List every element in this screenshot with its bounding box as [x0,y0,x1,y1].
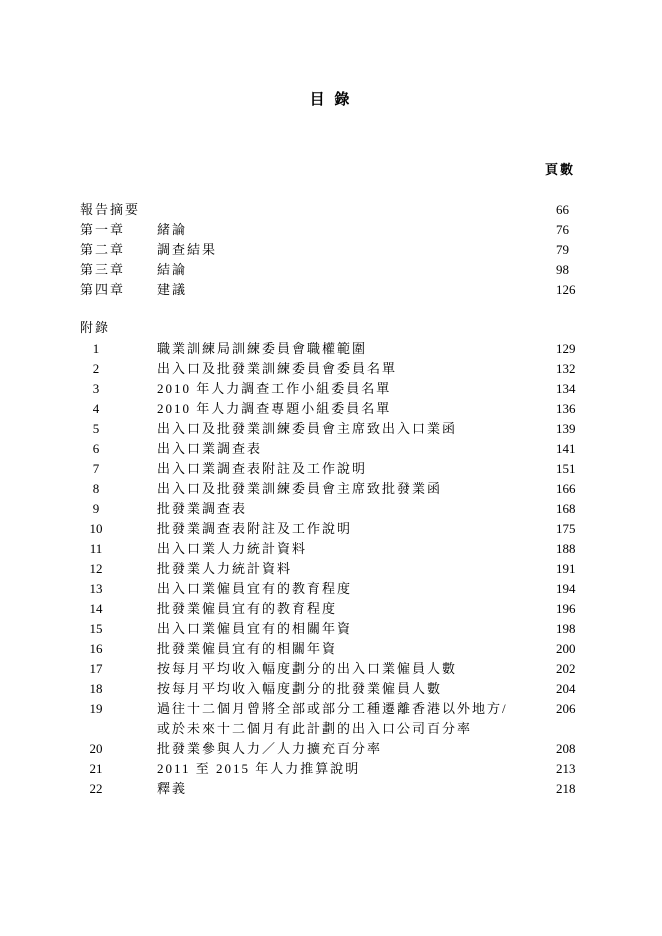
appendix-page: 198 [556,621,576,636]
toc-title: 目 錄 [309,92,353,108]
appendix-title: 出入口及批發業訓練委員會委員名單 [157,361,398,376]
appendix-page: 208 [556,741,576,756]
chapter-title: 緒論 [157,222,188,237]
appendix-page: 166 [556,481,576,496]
appendix-title: 批發業調查表 [157,501,248,516]
appendix-row [80,419,590,439]
appendix-title-continued: 或於未來十二個月有此計劃的出入口公司百分率 [157,721,473,736]
chapter-page: 66 [556,202,569,217]
chapter-page: 79 [556,242,569,257]
chapter-list [80,200,590,300]
appendix-number: 21 [89,761,103,776]
appendix-title: 職業訓練局訓練委員會職權範圍 [157,341,368,356]
appendix-number: 6 [92,441,100,456]
appendix-row [80,499,590,519]
appendix-number: 12 [89,561,103,576]
appendix-title: 出入口業調查表附註及工作說明 [157,461,368,476]
appendix-title: 批發業僱員宜有的教育程度 [157,601,338,616]
appendix-row [80,679,590,699]
appendix-title: 出入口及批發業訓練委員會主席致批發業函 [157,481,443,496]
appendix-page: 139 [556,421,576,436]
appendix-number: 1 [92,341,100,356]
appendix-title: 釋義 [157,781,188,796]
appendix-row [80,739,590,759]
appendix-row [80,599,590,619]
appendix-title: 按每月平均收入幅度劃分的批發業僱員人數 [157,681,443,696]
appendix-row [80,519,590,539]
appendix-number: 16 [89,641,103,656]
appendix-row [80,359,590,379]
appendix-row [80,659,590,679]
appendix-title: 出入口業僱員宜有的相關年資 [157,621,353,636]
chapter-row [80,280,590,300]
chapter-title: 調查結果 [157,242,218,257]
appendix-page: 204 [556,681,576,696]
appendix-title: 2011 至 2015 年人力推算說明 [157,761,361,776]
appendix-number: 4 [92,401,100,416]
appendix-page: 168 [556,501,576,516]
appendix-title: 2010 年人力調查專題小組委員名單 [157,401,392,416]
appendix-number: 10 [89,521,103,536]
appendix-row [80,779,590,799]
appendix-number: 7 [92,461,100,476]
appendix-number: 22 [89,781,103,796]
appendix-title: 2010 年人力調查工作小組委員名單 [157,381,392,396]
appendix-page: 134 [556,381,576,396]
page-column-header: 頁數 [545,162,576,177]
appendix-number: 15 [89,621,103,636]
chapter-label: 第二章 [80,242,126,257]
appendix-page: 202 [556,661,576,676]
appendix-number: 2 [92,361,100,376]
chapter-row [80,220,590,240]
appendix-number: 11 [89,541,103,556]
chapter-page: 76 [556,222,569,237]
appendix-row [80,339,590,359]
appendix-title: 批發業參與人力／人力擴充百分率 [157,741,383,756]
appendix-page: 213 [556,761,576,776]
appendix-number: 17 [89,661,103,676]
chapter-title: 結論 [157,262,188,277]
appendix-title: 過往十二個月曾將全部或部分工種遷離香港以外地方/ [157,701,508,716]
appendix-number: 19 [89,701,103,716]
appendix-page: 175 [556,521,576,536]
appendix-page: 200 [556,641,576,656]
chapter-label: 第一章 [80,222,126,237]
chapter-row [80,260,590,280]
appendix-number: 18 [89,681,103,696]
appendix-title: 出入口及批發業訓練委員會主席致出入口業函 [157,421,458,436]
appendix-page: 191 [556,561,576,576]
appendix-title: 出入口業僱員宜有的教育程度 [157,581,353,596]
appendix-row [80,379,590,399]
appendix-number: 14 [89,601,103,616]
appendix-row [80,559,590,579]
appendix-number: 20 [89,741,103,756]
chapter-label: 報告摘要 [80,202,141,217]
appendix-title: 批發業人力統計資料 [157,561,293,576]
appendix-title: 批發業僱員宜有的相關年資 [157,641,338,656]
chapter-row [80,200,590,220]
appendix-title: 出入口業調查表 [157,441,263,456]
appendix-number: 9 [92,501,100,516]
appendix-row [80,759,590,779]
chapter-label: 第三章 [80,262,126,277]
appendix-title: 按每月平均收入幅度劃分的出入口業僱員人數 [157,661,458,676]
appendix-page: 129 [556,341,576,356]
appendix-page: 206 [556,701,576,716]
appendix-row [80,639,590,659]
appendix-row [80,439,590,459]
appendix-page: 196 [556,601,576,616]
chapter-page: 98 [556,262,569,277]
appendix-row [80,479,590,499]
appendix-page: 132 [556,361,576,376]
appendix-page: 136 [556,401,576,416]
appendix-number: 13 [89,581,103,596]
appendix-number: 8 [92,481,100,496]
appendix-page: 194 [556,581,576,596]
appendix-list [80,339,590,799]
appendix-page: 141 [556,441,576,456]
appendix-row [80,579,590,599]
appendix-title: 出入口業人力統計資料 [157,541,308,556]
appendix-number: 5 [92,421,100,436]
appendix-number: 3 [92,381,100,396]
appendix-title: 批發業調查表附註及工作說明 [157,521,353,536]
appendix-page: 188 [556,541,576,556]
appendix-heading: 附錄 [80,320,111,335]
appendix-page: 218 [556,781,576,796]
appendix-row [80,699,590,739]
chapter-page: 126 [556,282,576,297]
chapter-label: 第四章 [80,282,126,297]
appendix-page: 151 [556,461,576,476]
appendix-row [80,539,590,559]
appendix-row [80,399,590,419]
appendix-row [80,619,590,639]
chapter-title: 建議 [157,282,188,297]
chapter-row [80,240,590,260]
appendix-row [80,459,590,479]
